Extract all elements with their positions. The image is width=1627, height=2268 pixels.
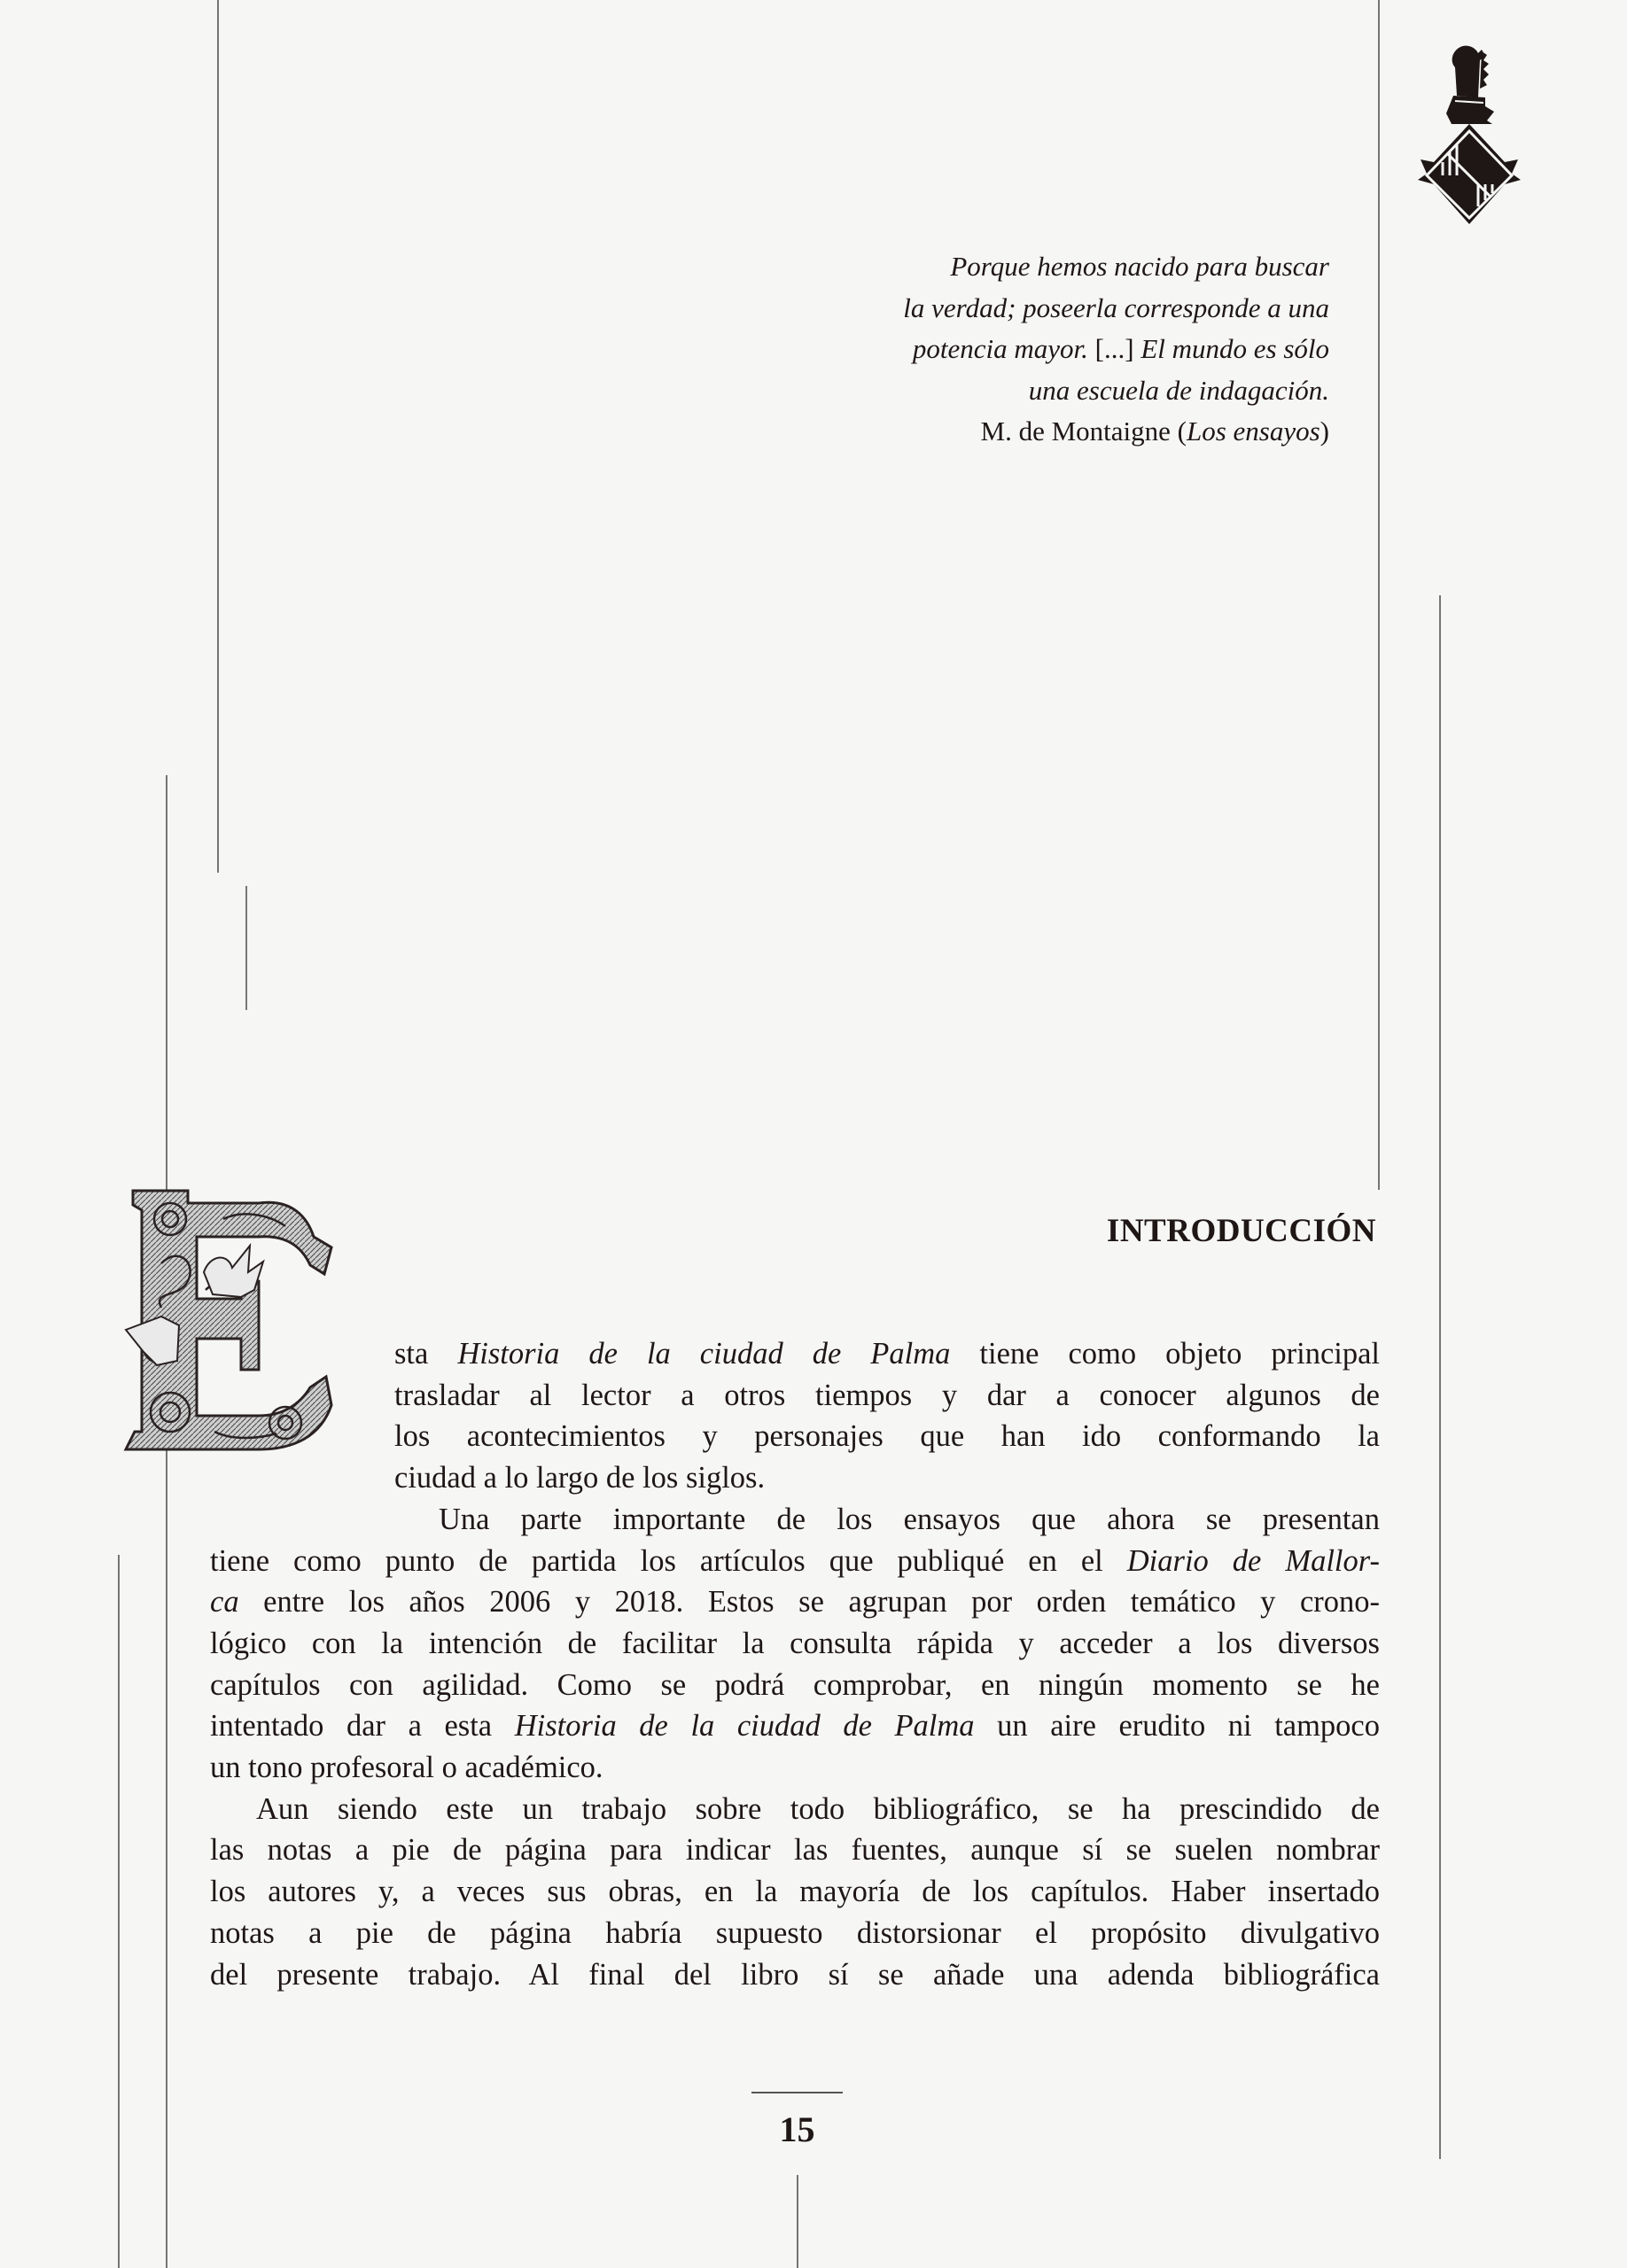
text-line: notas a pie de página habría supuesto distorsionar el propósito divulgativo (210, 1915, 1380, 1950)
text-line: del presente trabajo. Al final del libro sí se añade una adenda bibliográfica (210, 1957, 1380, 1992)
text-line: las notas a pie de página para indicar las fuentes, aunque sí se suelen nombrar (210, 1833, 1380, 1868)
epigraph-line: la verdad; poseerla corresponde a una (903, 291, 1329, 323)
section-title: INTRODUCCIÓN (1106, 1213, 1376, 1249)
text-line: capítulos con agilidad. Como se podrá comprobar, en ningún momento se he (210, 1667, 1380, 1702)
body-text (210, 1333, 1380, 1995)
epigraph-author: M. de Montaigne ( (980, 416, 1187, 447)
ellipsis-bracket: [...] (1094, 333, 1134, 364)
epigraph-line: Porque hemos nacido para buscar (950, 251, 1329, 282)
text-line: los autores y, a veces sus obras, en la mayoría de los capítulos. Haber insertado (210, 1875, 1380, 1909)
page-number: 15 (779, 2109, 815, 2149)
coat-of-arms-icon (1416, 43, 1522, 233)
text-line: ca entre los años 2006 y 2018. Estos se agrupan por orden temático y crono- (210, 1585, 1380, 1619)
text-line: intentado dar a esta Historia de la ciudad de Palma un aire erudito ni tampoco (210, 1709, 1380, 1744)
decorative-rule (797, 2175, 798, 2268)
text-line: lógico con la intención de facilitar la consulta rápida y acceder a los diversos (210, 1626, 1380, 1660)
epigraph-line: una escuela de indagación. (1028, 374, 1329, 406)
italic-title: Diario de Mallor- (1126, 1543, 1380, 1578)
text-line: ciudad a lo largo de los siglos. (394, 1461, 766, 1495)
text-line: Aun siendo este un trabajo sobre todo bibliográfico, se ha prescindido de (256, 1791, 1380, 1826)
paragraph-articles (210, 1499, 1380, 1789)
text-line: tiene como punto de partida los artículos que publiqué en el Diario de Mallor- (210, 1543, 1380, 1578)
decorative-rule (217, 0, 219, 873)
italic-title: Historia de la ciudad de Palma (514, 1709, 975, 1744)
decorative-rule (166, 775, 167, 2268)
epigraph-attribution (780, 411, 1329, 453)
italic-title: ca (210, 1585, 239, 1619)
decorative-rule (1378, 0, 1380, 1190)
text-line: Una parte importante de los ensayos que ahora se presentan (439, 1502, 1380, 1536)
decorative-rule (1439, 595, 1441, 2159)
text-line: sta Historia de la ciudad de Palma tiene como objeto principal (394, 1337, 1380, 1371)
paragraph-intro (210, 1333, 1380, 1499)
epigraph-work: Los ensayos (1186, 416, 1320, 447)
text-line: un tono profesoral o académico. (210, 1751, 603, 1785)
text-line: trasladar al lector a otros tiempos y dar a conocer algunos de (394, 1378, 1380, 1412)
decorative-rule (245, 886, 247, 1010)
epigraph-line: potencia mayor. [...] El mundo es sólo (912, 333, 1329, 364)
decorative-rule (118, 1555, 120, 2268)
italic-title: Historia de la ciudad de Palma (457, 1337, 951, 1371)
page-number-rule (751, 2092, 843, 2093)
epigraph-close: ) (1320, 416, 1329, 447)
text-line: los acontecimientos y personajes que han ido conformando la (394, 1419, 1380, 1454)
paragraph-bibliography (210, 1789, 1380, 1996)
epigraph (780, 246, 1329, 453)
